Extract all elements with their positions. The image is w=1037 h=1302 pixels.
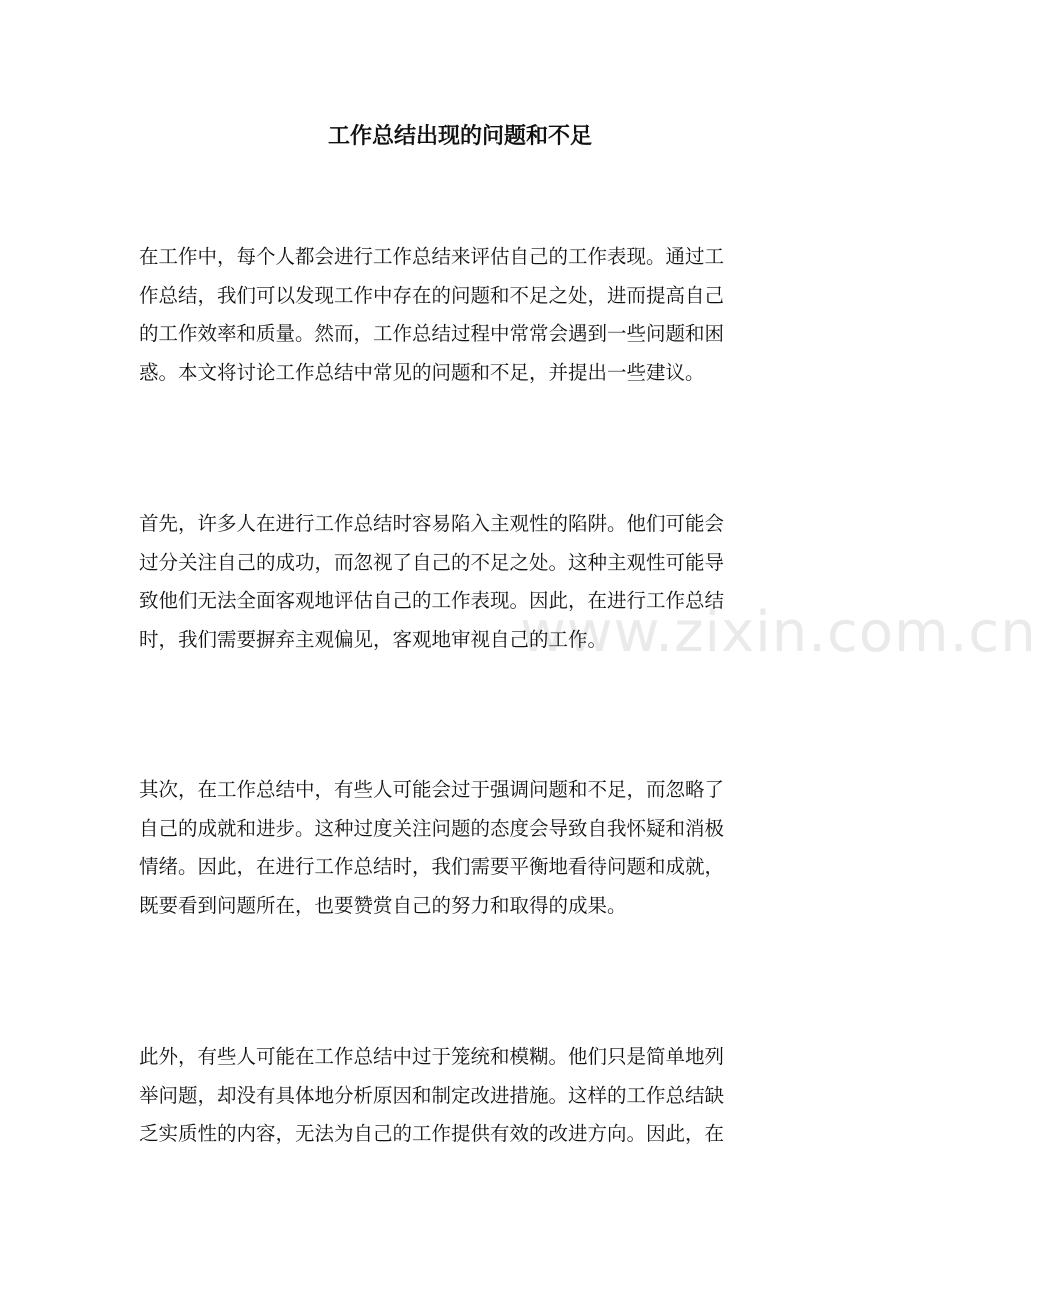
paragraph-line: 致他们无法全面客观地评估自己的工作表现。因此，在进行工作总结 [139,589,725,612]
paragraph-line: 其次，在工作总结中，有些人可能会过于强调问题和不足，而忽略了 [139,778,725,801]
paragraph-line: 在工作中，每个人都会进行工作总结来评估自己的工作表现。通过工 [139,245,725,268]
paragraph-line: 情绪。因此，在进行工作总结时，我们需要平衡地看待问题和成就， [139,855,725,878]
paragraph-line: 既要看到问题所在，也要赞赏自己的努力和取得的成果。 [139,893,627,917]
paragraph-4 [139,1038,781,1154]
paragraph-line: 举问题，却没有具体地分析原因和制定改进措施。这样的工作总结缺 [139,1083,725,1107]
paragraph-line: 此外，有些人可能在工作总结中过于笼统和模糊。他们只是简单地列 [139,1045,725,1068]
paragraph-3 [139,771,781,925]
paragraph-2 [139,505,781,659]
paragraph-line: 的工作效率和质量。然而，工作总结过程中常常会遇到一些问题和困 [139,322,725,345]
paragraph-line: 惑。本文将讨论工作总结中常见的问题和不足，并提出一些建议。 [139,360,705,384]
watermark: www.zixin.com.cn [520,600,1037,665]
paragraph-line: 作总结，我们可以发现工作中存在的问题和不足之处，进而提高自己 [139,283,725,307]
paragraph-1 [139,238,781,392]
paragraph-line: 过分关注自己的成功，而忽视了自己的不足之处。这种主观性可能导 [139,550,725,574]
paragraph-line: 时，我们需要摒弃主观偏见，客观地审视自己的工作。 [139,627,608,651]
paragraph-line: 首先，许多人在进行工作总结时容易陷入主观性的陷阱。他们可能会 [139,512,725,535]
document-title: 工作总结出现的问题和不足 [327,123,592,149]
paragraph-line: 自己的成就和进步。这种过度关注问题的态度会导致自我怀疑和消极 [139,816,725,840]
paragraph-line: 乏实质性的内容，无法为自己的工作提供有效的改进方向。因此，在 [139,1122,725,1145]
